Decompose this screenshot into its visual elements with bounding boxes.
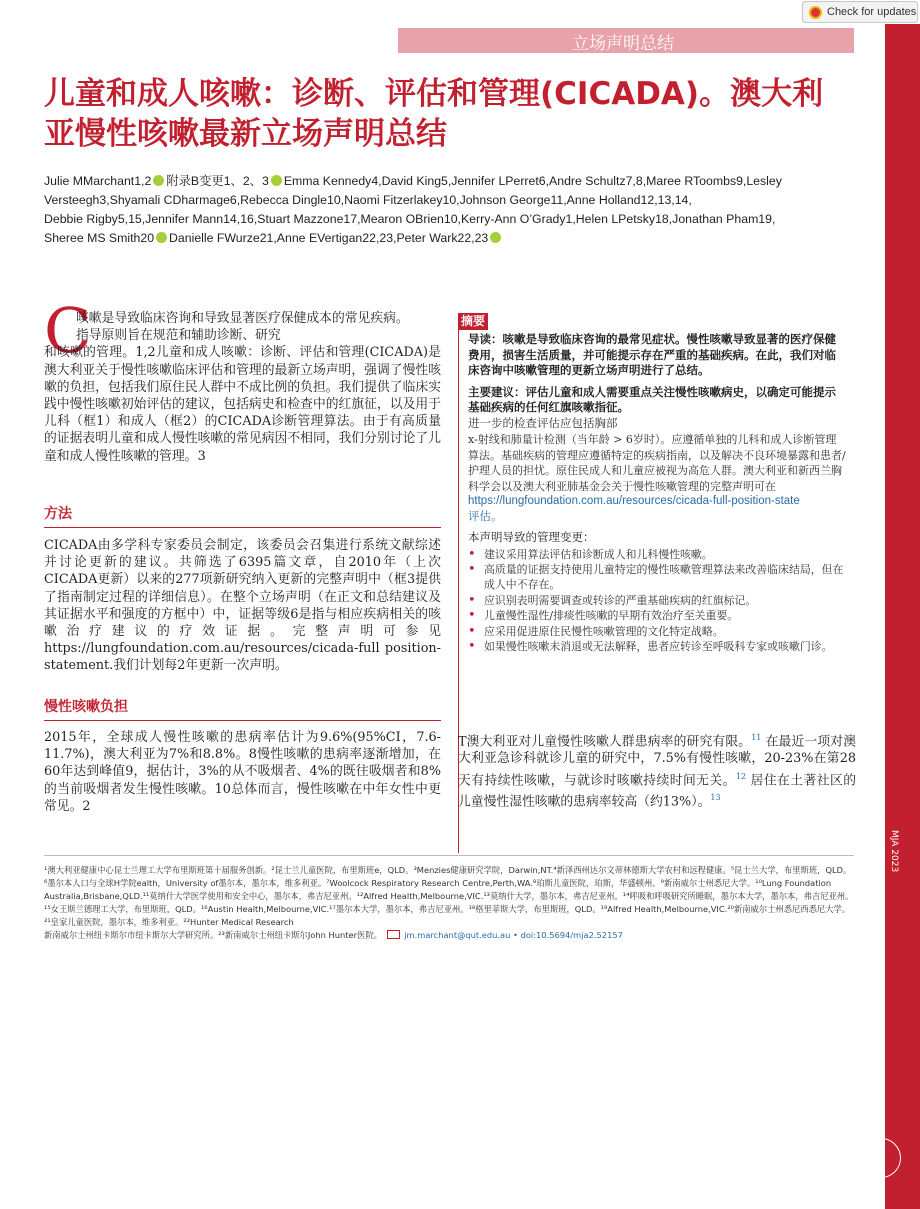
orcid-icon[interactable] bbox=[156, 232, 167, 243]
right-column-text bbox=[458, 729, 856, 811]
orcid-icon[interactable] bbox=[153, 175, 164, 186]
abstract-exam: 进一步的检查评估应包括胸部 bbox=[468, 417, 618, 430]
author-name: Julie MMarchant1,2 bbox=[44, 174, 152, 188]
reference-link[interactable]: 13 bbox=[710, 793, 721, 803]
changes-heading: 本声明导致的管理变更： bbox=[468, 532, 595, 544]
affiliations-text: ¹澳大利亚健康中心昆士兰理工大学布里斯班第十届服务创新。²昆士兰儿童医院，布里斯班e，QLD。³Menzies健康研究学院，Darwin,NT.⁴新泽西州达尔文蒂林德斯大学农村和远程健康。⁵昆士兰大学，布里斯班，QLD。⁶墨尔本人口与全球H学院ealth，University of墨尔本，墨尔本，维多利亚。⁷Woolcock Respiratory Research Centre,Perth,WA.⁸珀斯儿童医院，珀斯，华盛顿州。⁹新南威尔士州悉尼大学。¹⁰Lung Foundation Australia,Brisbane,QLD.¹¹莫纳什大学医学使用和安全中心，墨尔本，弗吉尼亚州。¹²Alfred Health,Melbourne,VIC.¹³莫纳什大学，墨尔本，弗吉尼亚州。¹⁴呼吸和呼吸研究所睡眠，墨尔本大学，墨尔本，弗吉尼亚州。¹⁵女王斯兰德理工大学，布里斯班，QLD。¹⁶Austin Health,Melbourne,VIC.¹⁷墨尔本大学，墨尔本，弗吉尼亚州。¹⁸格里菲斯大学，布里斯班，QLD。¹⁹Alfred Health,Melbourne,VIC.²⁰新南威尔士州悉尼西悉尼大学。²¹皇家儿童医院，墨尔本，维多利亚。²²Hunter Medical Research bbox=[44, 865, 854, 927]
author-names: Danielle FWurze21,Anne EVertigan22,23,Peter Wark22,23 bbox=[169, 231, 489, 245]
burden-heading: 慢性咳嗽负担 bbox=[44, 699, 128, 715]
journal-side-strip bbox=[885, 24, 920, 1209]
list-item: • 应识别表明需要调查或转诊的严重基础疾病的红旗标记。 bbox=[468, 593, 846, 608]
list-item: • 如果慢性咳嗽未消退或无法解释，患者应转诊至呼吸科专家或咳嗽门诊。 bbox=[468, 639, 846, 654]
burden-text: 2015年，全球成人慢性咳嗽的患病率估计为9.6%(95%CI，7.6-11.7%)，澳大利亚为7%和8.8%。8慢性咳嗽的患病率逐渐增加，在60年达到峰值9，据估计，3%的从不吸烟者、4%的既往吸烟者和8%的当前吸烟者发生慢性咳嗽。10总体而言，慢性咳嗽在中年女性中更常见。2 bbox=[44, 730, 441, 814]
list-item: • 儿童慢性湿性/排痰性咳嗽的早期有效治疗至关重要。 bbox=[468, 608, 846, 623]
author-list bbox=[44, 172, 859, 248]
orcid-icon[interactable] bbox=[490, 232, 501, 243]
methods-text: CICADA由多学科专家委员会制定，该委员会召集进行系统文献综述并讨论更新的建议。共筛选了6395篇文章，自2010年（上次CICADA更新）以来的277项新研究纳入更新的完整声明中（框3提供了指南制定过程的详细信息）。在整个立场声明（在正文和总结建议及其证据水平和强度的方框中）中，证据等级6是指与相应疾病相关的咳嗽治疗建议的疗效证据。完整声明可参见https://lungfoundation.com.au/resources/cicada-full position-statement.我们计划每2年更新一次声明。 bbox=[44, 538, 441, 674]
drop-cap: C bbox=[44, 294, 92, 367]
intro-line: 指导原则旨在规范和辅助诊断、研究 bbox=[76, 328, 281, 344]
intro-paragraph bbox=[44, 310, 441, 465]
list-item: • 应采用促进原住民慢性咳嗽管理的文化特定战略。 bbox=[468, 624, 846, 639]
abstract-tag: 摘要 bbox=[458, 313, 488, 330]
footnote-rule bbox=[44, 855, 854, 856]
intro-line: 咳嗽是导致临床咨询和导致显著医疗保健成本的常见疾病。 bbox=[76, 311, 409, 326]
abstract-xray: x-射线和肺量计检测（当年龄 > 6岁时）。应遵循单独的儿科和成人诊断管理算法。基础疾病的管理应遵循特定的疾病指南，以及解决不良环境暴露和患者/护理人员的担忧。原住民成人和儿童应被视为高危人群。澳大利亚和新西兰胸科学会以及澳大利亚肺基金会关于慢性咳嗽管理的完整声明可在 bbox=[468, 433, 846, 493]
body-text: T澳大利亚对儿童慢性咳嗽人群患病率的研究有限。 bbox=[458, 734, 752, 750]
email-icon bbox=[387, 930, 400, 939]
affiliations-text: 新南威尔士州纽卡斯尔市纽卡斯尔大学研究所。²³新南威尔士州纽卡斯尔John Hunter医院。 bbox=[44, 930, 382, 940]
author-names: Debbie Rigby5,15,Jennifer Mann14,16,Stuart Mazzone17,Mearon OBrien10,Kerry-Ann O’Grady1,Helen LPetsky18,Jonathan Pham19, bbox=[44, 212, 776, 226]
section-banner-label: 立场声明总结 bbox=[572, 34, 674, 54]
body-text: 在最近一项对澳大利亚急诊科就诊儿童的研究中，7.5%有慢性咳嗽，20-23%在第28天有持续性咳嗽，与就诊时咳嗽持续时间无关。 bbox=[458, 734, 857, 788]
crossmark-icon bbox=[809, 6, 822, 19]
abstract-link-suffix: 评估。 bbox=[468, 510, 503, 523]
reference-link[interactable]: 12 bbox=[735, 771, 747, 781]
list-item: • 高质量的证据支持使用儿童特定的慢性咳嗽管理算法来改善临床结局，但在成人中不存在。 bbox=[468, 562, 846, 593]
email-link[interactable]: jm.marchant@qut.edu.au bbox=[404, 930, 511, 940]
body-text: 居住在土著社区的儿童慢性湿性咳嗽的患病率较高（约13%）。 bbox=[458, 772, 857, 810]
list-item: • 建议采用算法评估和诊断成人和儿科慢性咳嗽。 bbox=[468, 547, 846, 562]
methods-heading: 方法 bbox=[44, 506, 72, 522]
journal-strip-label: MJA 2023 bbox=[889, 830, 899, 873]
abstract-main-recommendation: 主要建议：评估儿童和成人需要重点关注慢性咳嗽病史，以确定可能提示基础疾病的任何红旗咳嗽指征。 bbox=[468, 386, 836, 414]
doi-link[interactable]: • doi:10.5694/mja2.52157 bbox=[513, 930, 623, 940]
check-for-updates-button[interactable] bbox=[802, 1, 918, 23]
reference-link[interactable]: 11 bbox=[751, 733, 762, 742]
abstract-intro: 导读：咳嗽是导致临床咨询的最常见症状。慢性咳嗽导致显著的医疗保健费用，损害生活质量，并可能提示存在严重的基础疾病。在此，我们对临床咨询中咳嗽管理的更新立场声明进行了总结。 bbox=[468, 334, 836, 377]
abstract-link[interactable]: https://lungfoundation.com.au/resources/cicada-full-position-state bbox=[468, 495, 800, 507]
section-rule bbox=[44, 527, 441, 528]
intro-text: 和咳嗽的管理。1,2儿童和成人咳嗽：诊断、评估和管理(CICADA)是澳大利亚关于慢性咳嗽临床评估和管理的最新立场声明，强调了慢性咳嗽的负担，包括我们原住民人群中不成比例的负担。我们提供了临床实践中慢性咳嗽初始评估的建议，包括病史和检查中的红旗征，以及用于儿科（框1）和成人（框2）的CICADA诊断管理算法。由于有高质量的证据表明儿童和成人慢性咳嗽的常见病因不相同，我们分别讨论了儿童和成人慢性咳嗽的管理。3 bbox=[44, 345, 441, 464]
section-rule bbox=[44, 720, 441, 721]
changes-list bbox=[468, 547, 846, 655]
article-title: 儿童和成人咳嗽：诊断、评估和管理(CICADA)。澳大利亚慢性咳嗽最新立场声明总结 bbox=[44, 76, 824, 152]
decorative-circle bbox=[861, 1138, 901, 1178]
orcid-icon[interactable] bbox=[271, 175, 282, 186]
check-updates-label: Check for updates bbox=[827, 6, 917, 18]
author-note: 附录B变更1、2、3 bbox=[166, 174, 269, 188]
affiliations-footnote bbox=[44, 864, 854, 942]
abstract-box bbox=[468, 333, 846, 654]
author-names: Emma Kennedy4,David King5,Jennifer LPerret6,Andre Schultz7,8,Maree RToombs9,Lesley Versteegh3,Shyamali CDharmage6,Rebecca Dingle10,Naomi Fitzerlakey10,Johnson George11,Anne Holland12,13,14, bbox=[44, 174, 782, 207]
author-name: Sheree MS Smith20 bbox=[44, 231, 155, 245]
